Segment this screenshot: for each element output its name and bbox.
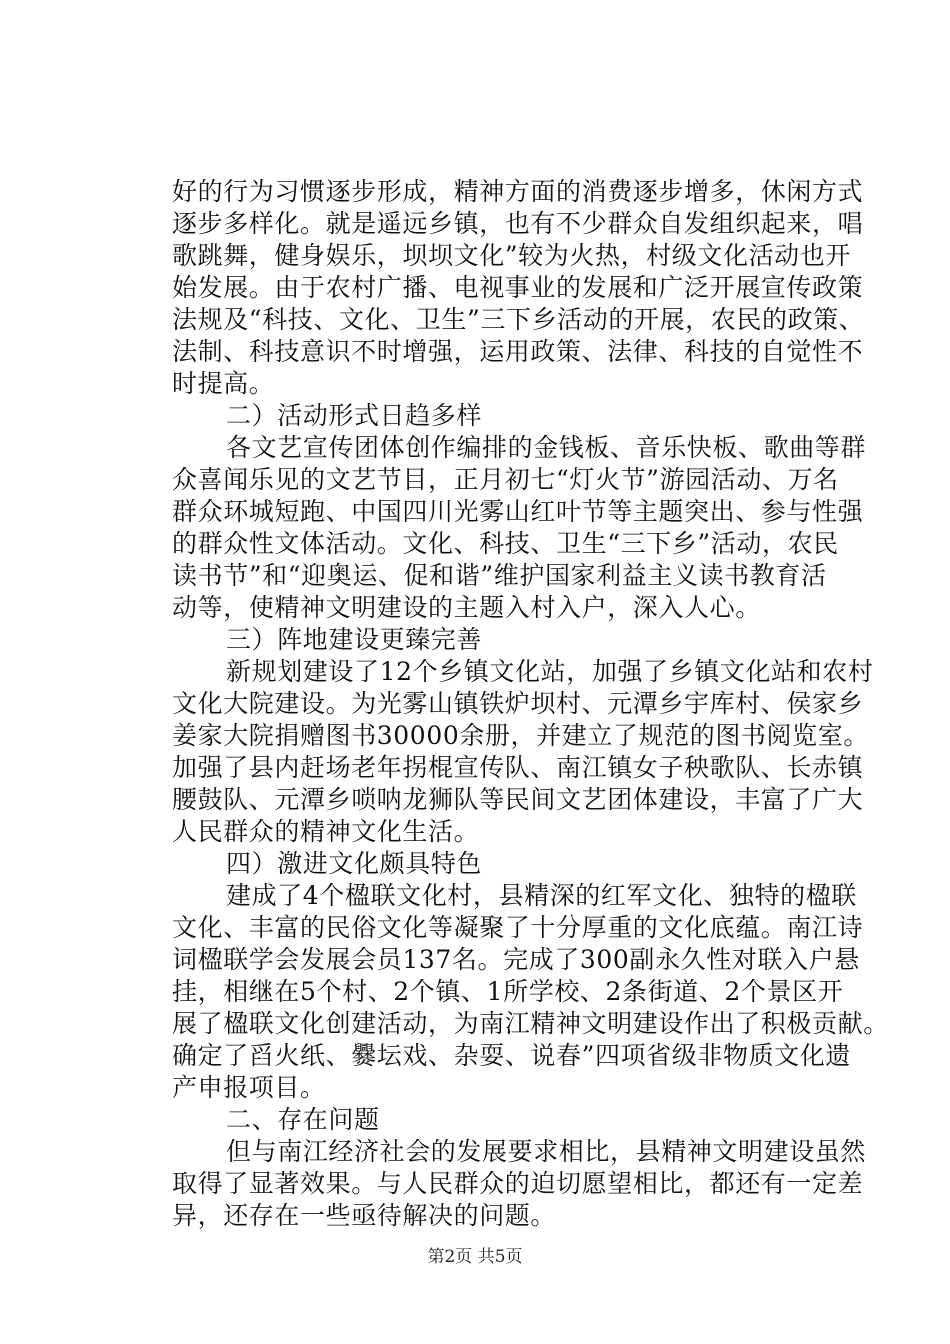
page-number-footer: 第2页 共5页 [427,1247,523,1267]
body-line: 法规及“科技、文化、卫生”三下乡活动的开展，农民的政策、 [172,305,865,334]
body-line: 动等，使精神文明建设的主题入村入户，深入人心。 [172,593,761,622]
paragraph-first-line: 新规划建设了12个乡镇文化站，加强了乡镇文化站和农村 [226,657,874,686]
body-line: 加强了县内赶场老年拐棍宣传队、南江镇女子秧歌队、长赤镇 [172,753,864,782]
section-heading: 三）阵地建设更臻完善 [226,625,483,654]
body-line: 法制、科技意识不时增强，运用政策、法律、科技的自觉性不 [172,337,864,366]
body-line: 产申报项目。 [172,1073,326,1102]
section-heading: 二、存在问题 [226,1105,380,1134]
body-line: 挂，相继在5个村、2个镇、1所学校、2条街道、2个景区开 [172,977,844,1006]
body-line: 文化大院建设。为光雾山镇铁炉坝村、元潭乡宇库村、侯家乡 [172,689,864,718]
body-line: 姜家大院捐赠图书30000余册，并建立了规范的图书阅览室。 [172,721,869,750]
body-line: 的群众性文体活动。文化、科技、卫生“三下乡”活动，农民 [172,529,839,558]
body-line: 逐步多样化。就是遥远乡镇，也有不少群众自发组织起来，唱 [172,209,864,238]
body-line: 文化、丰富的民俗文化等凝聚了十分厚重的文化底蕴。南江诗 [172,913,864,942]
section-heading: 二）活动形式日趋多样 [226,401,483,430]
paragraph-first-line: 建成了4个楹联文化村，县精深的红军文化、独特的楹联 [226,881,857,910]
body-line: 歌跳舞，健身娱乐，坝坝文化”较为火热，村级文化活动也开 [172,241,851,270]
body-line: 时提高。 [172,369,275,398]
body-line: 群众环城短跑、中国四川光雾山红叶节等主题突出、参与性强 [172,497,864,526]
body-line: 人民群众的精神文化生活。 [172,817,480,846]
paragraph-first-line: 各文艺宣传团体创作编排的金钱板、音乐快板、歌曲等群 [226,433,867,462]
body-line: 腰鼓队、元潭乡唢呐龙狮队等民间文艺团体建设，丰富了广大 [172,785,864,814]
body-line: 众喜闻乐见的文艺节目，正月初七“灯火节”游园活动、万名 [172,465,839,494]
body-line: 展了楹联文化创建活动，为南江精神文明建设作出了积极贡献。 [172,1009,889,1038]
body-line: 词楹联学会发展会员137名。完成了300副永久性对联入户悬 [172,945,860,974]
section-heading: 四）激进文化颇具特色 [226,849,483,878]
paragraph-first-line: 但与南江经济社会的发展要求相比，县精神文明建设虽然 [226,1137,867,1166]
body-line: 好的行为习惯逐步形成，精神方面的消费逐步增多，休闲方式 [172,177,864,206]
body-line: 取得了显著效果。与人民群众的迫切愿望相比，都还有一定差 [172,1169,864,1198]
body-line: 异，还存在一些亟待解决的问题。 [172,1201,557,1230]
body-line: 确定了舀火纸、爨坛戏、杂耍、说春”四项省级非物质文化遗 [172,1041,851,1070]
document-body [172,176,889,1232]
body-line: 读书节”和“迎奥运、促和谐”维护国家利益主义读书教育活 [172,561,827,590]
body-line: 始发展。由于农村广播、电视事业的发展和广泛开展宣传政策 [172,273,864,302]
